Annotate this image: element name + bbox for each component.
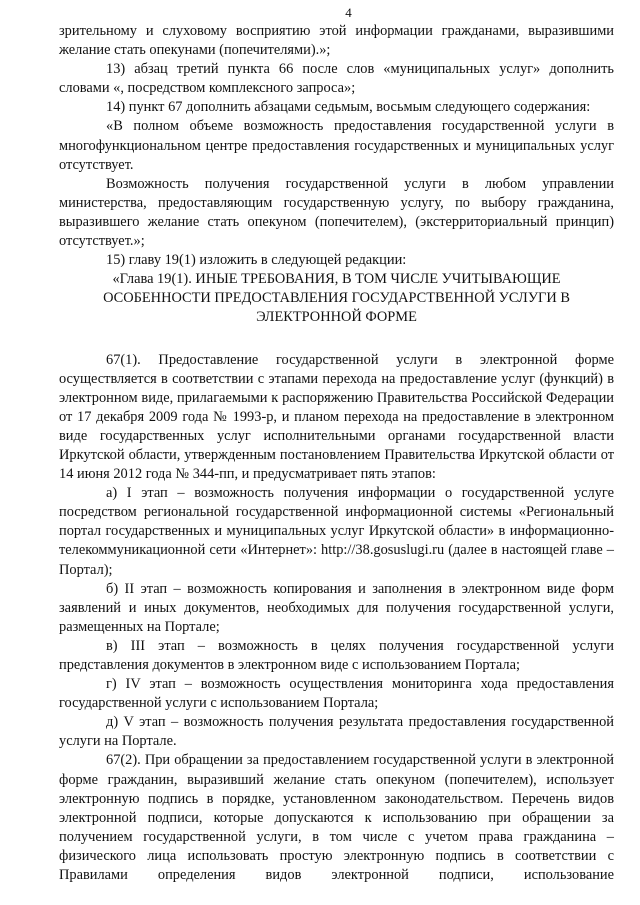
- paragraph-stage-4: г) IV этап – возможность осуществления мониторинга хода предоставления государственной услуги с использованием Портала;: [59, 676, 614, 712]
- paragraph-continuation: зрительному и слуховому восприятию этой информации гражданами, выразившими желание стать опекунами (попечителями).»;: [59, 23, 614, 59]
- paragraph-quote-1: «В полном объеме возможность предоставления государственной услуги в многофункциональном центре предоставления государственных и муниципальных услуг отсутствует.: [59, 118, 614, 173]
- paragraph-stage-3: в) III этап – возможность в целях получения государственной услуги представления документов в электронном виде с использованием Портала;: [59, 637, 614, 673]
- paragraph-67-2: 67(2). При обращении за предоставлением государственной услуги в электронной форме гражданин, выразивший желание стать опекуном (попечителем), использует электронную подпись в порядке, установленном законодательством. Перечень видов электронной подписи, которые допускаются к использованию при обращении за получением государственной услуги, в том числе с учетом права гражданина – физического лица использовать простую электронную подпись в соответствии с Правилами определения видов электронной подписи, использование: [59, 752, 614, 884]
- paragraph-stage-2: б) II этап – возможность копирования и заполнения в электронном виде форм заявлений и иных документов, необходимых для получения государственной услуги, размещенных на Портале;: [59, 580, 614, 635]
- chapter-heading-line-1: «Глава 19(1). ИНЫЕ ТРЕБОВАНИЯ, В ТОМ ЧИСЛЕ УЧИТЫВАЮЩИЕ: [112, 271, 561, 288]
- chapter-heading: [59, 270, 614, 327]
- paragraph-item-13: 13) абзац третий пункта 66 после слов «муниципальных услуг» дополнить словами «, посредством комплексного запроса»;: [59, 61, 614, 97]
- paragraph-stage-1: а) I этап – возможность получения информации о государственной услуге посредством региональной государственной информационной системы «Региональный портал государственных и муниципальных услуг Иркутской области» в информационно-телекоммуникационной сети «Интернет»: http://38.gosuslugi.ru (далее в настоящей главе – Портал);: [59, 485, 614, 578]
- paragraph-quote-2: Возможность получения государственной услуги в любом управлении министерства, предоставляющим государственную услугу, по выбору гражданина, выразившего желание стать опекуном (попечителем), (экстерриториальный принцип) отсутствует.»;: [59, 175, 614, 250]
- page-number: 4: [345, 5, 352, 20]
- paragraph-stage-5: д) V этап – возможность получения результата предоставления государственной услуги на Портале.: [59, 714, 614, 750]
- paragraph-item-15: 15) главу 19(1) изложить в следующей редакции:: [106, 252, 407, 269]
- paragraph-67-1: 67(1). Предоставление государственной услуги в электронной форме осуществляется в соответствии с этапами перехода на предоставление услуг (функций) в электронном виде, прилагаемыми к распоряжению Правительства Российской Федерации от 17 декабря 2009 года № 1993-р, и планом перехода на предоставление в электронном виде государственных услуг исполнительными органами государственной власти Иркутской области, утвержденным постановлением Правительства Иркутской области от 14 июня 2012 года № 344-пп, и предусматривает пять этапов:: [59, 351, 614, 483]
- paragraph-item-14: 14) пункт 67 дополнить абзацами седьмым, восьмым следующего содержания:: [106, 99, 591, 116]
- chapter-heading-line-2: ОСОБЕННОСТИ ПРЕДОСТАВЛЕНИЯ ГОСУДАРСТВЕННОЙ УСЛУГИ В ЭЛЕКТРОННОЙ ФОРМЕ: [103, 290, 570, 326]
